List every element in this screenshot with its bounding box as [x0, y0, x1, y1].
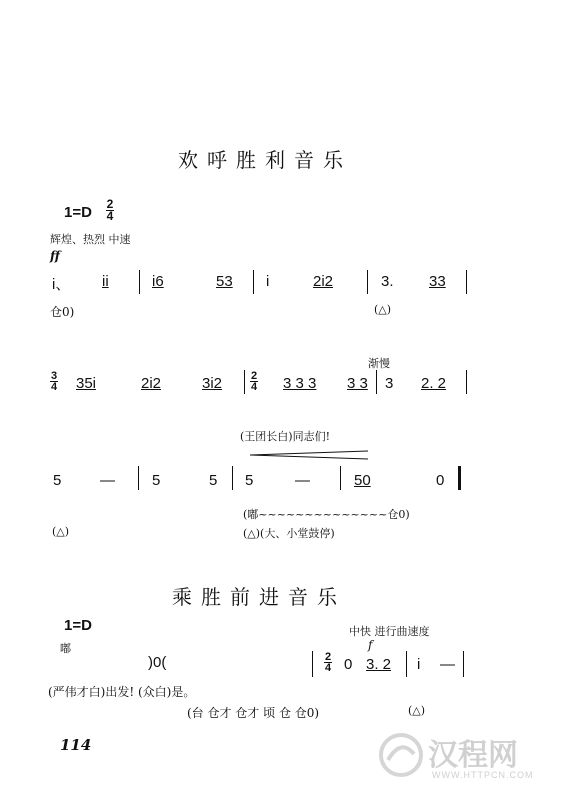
- section2-paren: )0(: [148, 654, 167, 671]
- note-s2-1: 0: [344, 656, 353, 673]
- barline: [139, 270, 140, 294]
- section1-dynamic: ff: [50, 249, 60, 263]
- note-5: i: [266, 273, 270, 290]
- note-22: 50: [354, 472, 371, 489]
- note-17: —: [100, 472, 115, 489]
- note-3: i6: [152, 273, 164, 290]
- note-2: ii: [102, 273, 109, 290]
- diminuendo-hairpin: [250, 446, 368, 458]
- note-21: —: [295, 472, 310, 489]
- line2-time-signature: 3 4: [50, 370, 58, 393]
- section1-title: 欢呼胜利音乐: [178, 148, 352, 172]
- triangle-mark-3: (△): [52, 525, 70, 538]
- percussion-line-3: (嘟~~~~~~~~~~~~~~仓0): [243, 508, 410, 521]
- line2-time-signature-2: 2 4: [250, 370, 258, 393]
- speech-wang: (王团长白)同志们!: [240, 430, 331, 443]
- speech-line: (严伟才白)出发! (众白)是。: [48, 685, 196, 699]
- note-8: 33: [429, 273, 446, 290]
- percussion-line-s2: (台 仓才 仓才 顷 仓 仓0): [187, 706, 320, 720]
- section2-title: 乘胜前进音乐: [172, 585, 346, 609]
- watermark-url: WWW.HTTPCN.COM: [432, 770, 534, 780]
- note-7: 3.: [381, 273, 394, 290]
- note-20: 5: [245, 472, 254, 489]
- triangle-mark-s2: (△): [408, 704, 426, 717]
- note-18: 5: [152, 472, 161, 489]
- drum-stop-note: (△)(大、小堂鼓停): [243, 527, 335, 540]
- percussion-line-1: 仓0): [50, 305, 75, 319]
- section1-time-signature: 2 4: [106, 197, 114, 223]
- note-13: 3 3: [347, 375, 368, 392]
- section2-label: 嘟: [60, 642, 71, 655]
- barline: [406, 651, 407, 677]
- note-12: 3 3 3: [283, 375, 317, 392]
- barline: [367, 270, 368, 294]
- barline: [232, 466, 233, 490]
- note-6: 2i2: [313, 273, 334, 290]
- barline: [376, 370, 377, 394]
- tempo-ritardando: 渐慢: [368, 357, 390, 370]
- note-s2-2: 3. 2: [366, 656, 392, 673]
- section2-key: 1=D: [64, 617, 92, 634]
- barline: [312, 651, 313, 677]
- barline: [253, 270, 254, 294]
- note-9: 35i: [76, 375, 97, 392]
- watermark-logo-icon: [374, 728, 428, 782]
- note-19: 5: [209, 472, 218, 489]
- section1-tempo: 辉煌、热烈 中速: [50, 233, 131, 246]
- note-s2-3: i: [417, 656, 421, 673]
- note-23: 0: [436, 472, 445, 489]
- note-15: 2. 2: [421, 375, 447, 392]
- note-11: 3i2: [202, 375, 223, 392]
- note-10: 2i2: [141, 375, 162, 392]
- note-14: 3: [385, 375, 394, 392]
- barline: [463, 651, 464, 677]
- page-number: 114: [60, 736, 92, 754]
- barline: [340, 466, 341, 490]
- note-1: i、: [52, 276, 71, 293]
- watermark-text: 汉程网: [428, 738, 518, 773]
- section2-dynamic: f: [368, 638, 373, 652]
- triangle-mark-1: (△): [374, 303, 392, 316]
- section2-time-signature: 2 4: [324, 651, 332, 674]
- note-s2-4: —: [440, 656, 455, 673]
- section1-key: 1=D: [64, 204, 92, 221]
- note-4: 53: [216, 273, 233, 290]
- section2-tempo: 中快 进行曲速度: [349, 625, 430, 638]
- barline: [244, 370, 245, 394]
- barline: [138, 466, 139, 490]
- barline: [466, 270, 467, 294]
- final-barline: [458, 466, 461, 490]
- barline: [466, 370, 467, 394]
- note-16: 5: [53, 472, 62, 489]
